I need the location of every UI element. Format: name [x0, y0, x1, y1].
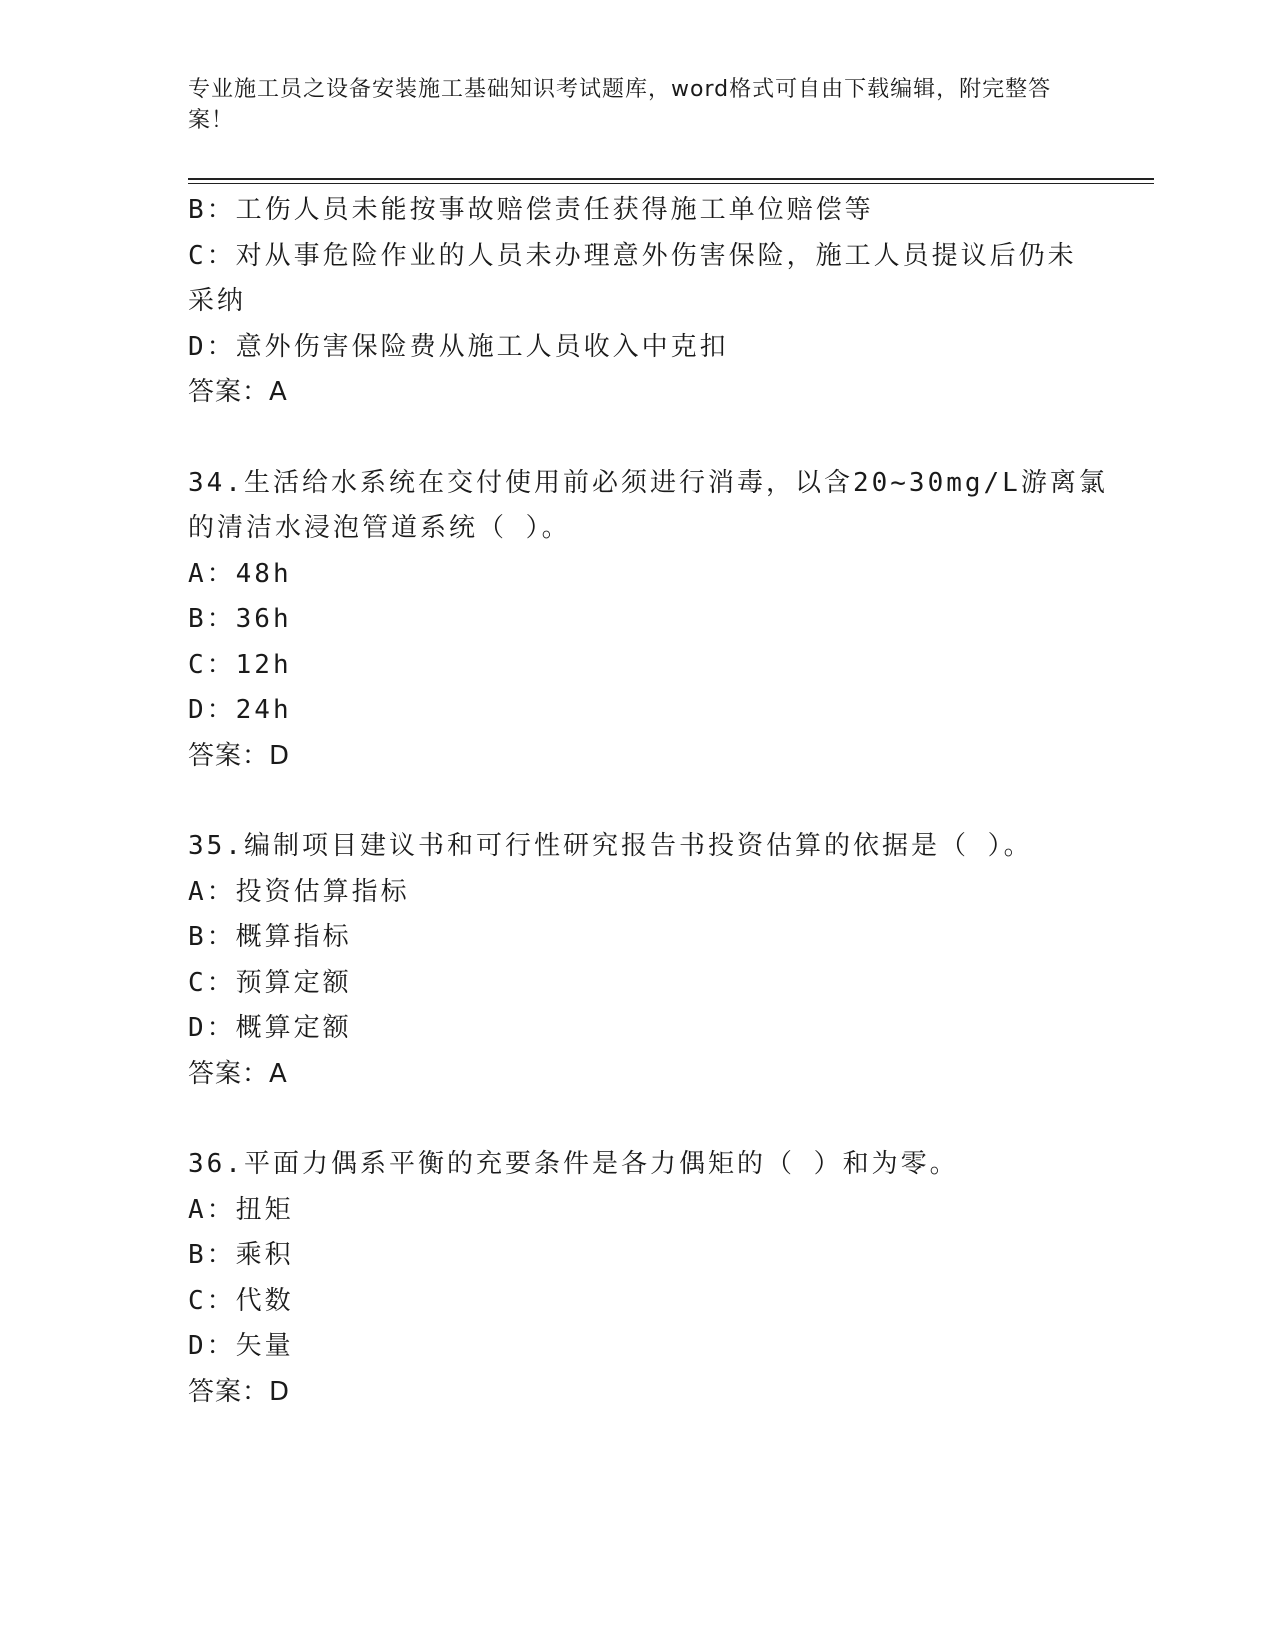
- answer-line: 答案：A: [188, 377, 288, 407]
- option-c: C：代数: [188, 1285, 294, 1316]
- question-block-35: [188, 824, 1088, 1097]
- question-stem: 34.生活给水系统在交付使用前必须进行消毒，以含20~30mg/L游离氯: [188, 467, 1108, 498]
- question-block-34: [188, 461, 1108, 780]
- spacer: [188, 1097, 1088, 1142]
- header-divider-thin: [188, 183, 1154, 184]
- answer-line: 答案：D: [188, 1376, 291, 1407]
- question-stem: 36.平面力偶系平衡的充要条件是各力偶矩的（ ）和为零。: [188, 1149, 959, 1179]
- spacer: [188, 416, 1088, 461]
- option-c-continued: 采纳: [188, 286, 247, 316]
- question-block-36: [188, 1142, 1088, 1415]
- option-c: C：对从事危险作业的人员未办理意外伤害保险，施工人员提议后仍未: [188, 240, 1077, 271]
- spacer: [188, 779, 1088, 824]
- header-divider-thick: [188, 178, 1154, 180]
- option-c: C：预算定额: [188, 967, 352, 998]
- option-b: B：36h: [188, 604, 292, 634]
- option-b: B：工伤人员未能按事故赔偿责任获得施工单位赔偿等: [188, 195, 874, 225]
- answer-line: 答案：A: [188, 1058, 288, 1089]
- question-stem-continued: 的清洁水浸泡管道系统（ ）。: [188, 513, 571, 543]
- option-d: D：矢量: [188, 1331, 294, 1361]
- question-list: [188, 188, 1108, 1415]
- answer-line: 答案：D: [188, 740, 291, 771]
- option-b: B：乘积: [188, 1240, 294, 1270]
- question-block-prev: [188, 188, 1088, 416]
- option-a: A：48h: [188, 558, 292, 589]
- option-a: A：投资估算指标: [188, 876, 410, 907]
- option-c: C：12h: [188, 649, 292, 680]
- option-a: A：扭矩: [188, 1194, 294, 1225]
- option-d: D：概算定额: [188, 1013, 352, 1043]
- page-header-title: 专业施工员之设备安装施工基础知识考试题库，word格式可自由下载编辑，附完整答案！: [188, 77, 1052, 133]
- option-b: B：概算指标: [188, 922, 352, 952]
- option-d: D：意外伤害保险费从施工人员收入中克扣: [188, 331, 729, 362]
- option-d: D：24h: [188, 695, 292, 725]
- question-stem: 35.编制项目建议书和可行性研究报告书投资估算的依据是（ ）。: [188, 831, 1033, 861]
